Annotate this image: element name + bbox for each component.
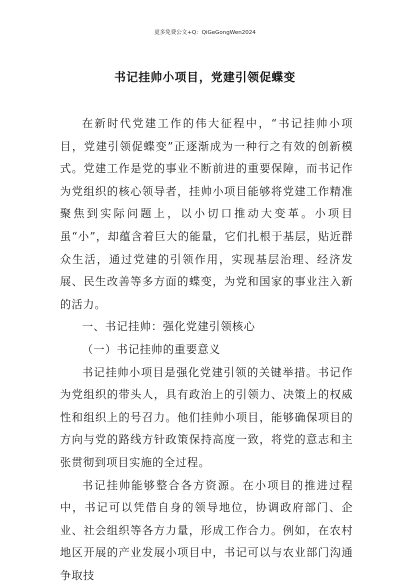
header-note: 更多免费公文+Q：QiGeGongWen2024: [0, 29, 410, 37]
document-title: 书记挂帅小项目，党建引领促蝶变: [0, 69, 410, 85]
paragraph-significance: 书记挂帅小项目是强化党建引领的关键举措。书记作为党组织的带头人，具有政治上的引领力、决策上的权威性和组织上的号召力。他们挂帅小项目，能够确保项目的方向与党的路线方针政策保持高度一致，将党的意志和主张贯彻到项目实施的全过程。: [60, 362, 353, 475]
document-body: [60, 113, 353, 587]
section-heading-1: 一、书记挂帅：强化党建引领核心: [60, 316, 353, 339]
paragraph-intro: 在新时代党建工作的伟大征程中，“书记挂帅小项目，党建引领促蝶变”正逐渐成为一种行之有效的创新模式。党建工作是党的事业不断前进的重要保障，而书记作为党组织的核心领导者，挂帅小项目能够将党建工作精准聚焦到实际问题上，以小切口推动大变革。小项目虽“小”，却蕴含着巨大的能量，它们扎根于基层，贴近群众生活，通过党建的引领作用，实现基层治理、经济发展、民生改善等多方面的蝶变，为党和国家的事业注入新的活力。: [60, 113, 353, 316]
paragraph-resources: 书记挂帅能够整合各方资源。在小项目的推进过程中，书记可以凭借自身的领导地位，协调政府部门、企业、社会组织等各方力量，形成工作合力。例如，在农村地区开展的产业发展小项目中，书记可以与农业部门沟通争取技: [60, 475, 353, 587]
subsection-heading-1: （一）书记挂帅的重要意义: [60, 339, 353, 362]
